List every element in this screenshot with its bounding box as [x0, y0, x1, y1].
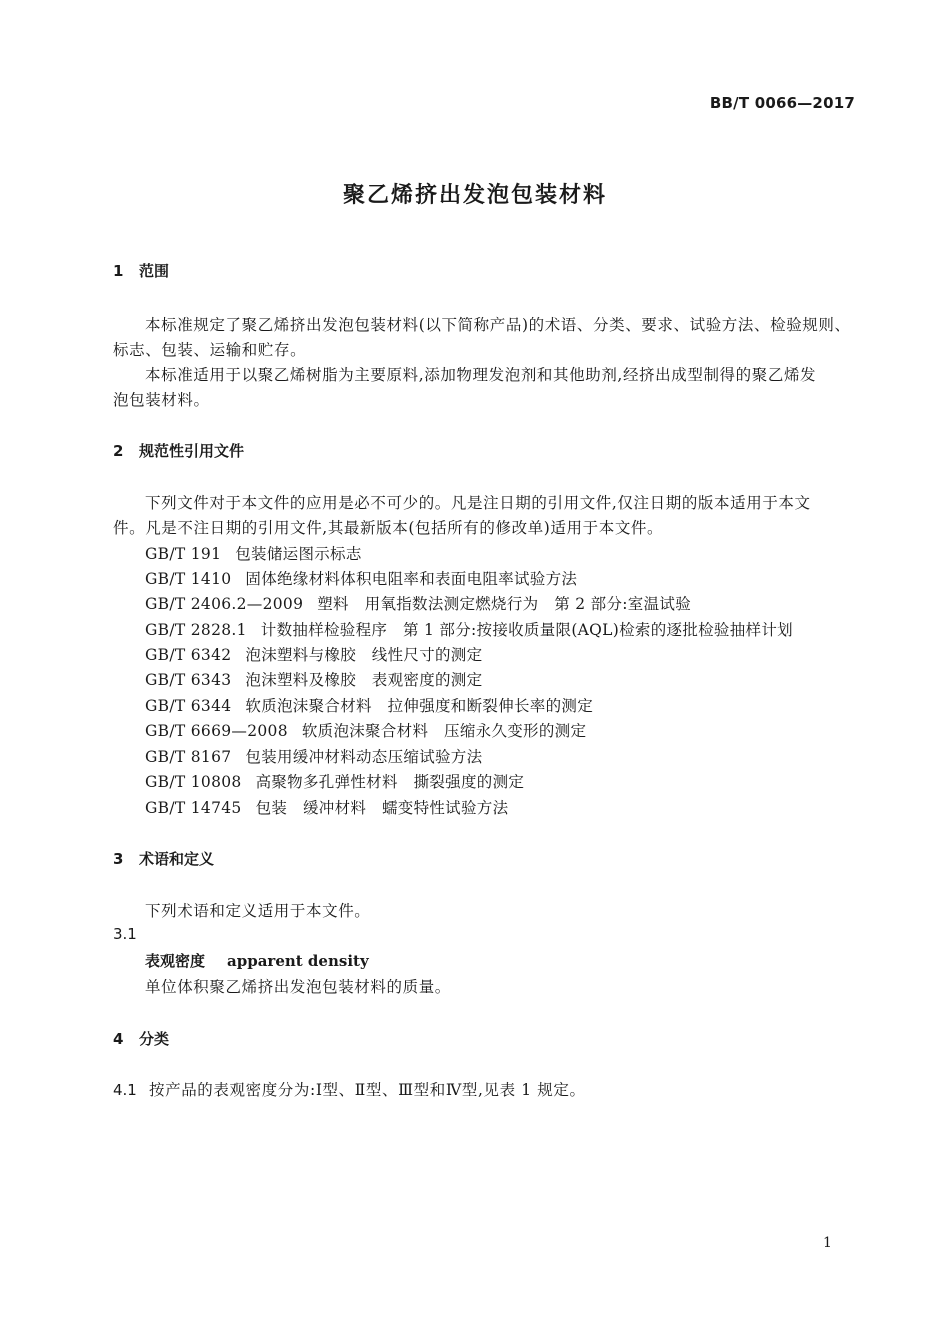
- page-number: 1: [823, 1235, 832, 1251]
- paragraph-line: 下列文件对于本文件的应用是必不可少的。凡是注日期的引用文件,仅注日期的版本适用于本文: [145, 494, 811, 512]
- section-number: 3: [113, 850, 124, 868]
- reference-item: [145, 796, 508, 818]
- reference-code: GB/T 1410: [145, 570, 232, 588]
- reference-title: 包装储运图示标志: [235, 545, 362, 563]
- reference-title: 包装用缓冲材料动态压缩试验方法: [245, 748, 483, 766]
- section-title: 术语和定义: [139, 850, 215, 868]
- term-number: 3.1: [113, 925, 137, 943]
- term-entry: [145, 950, 369, 971]
- section-title: 规范性引用文件: [139, 442, 245, 460]
- reference-item: [145, 668, 482, 690]
- paragraph-line: 下列术语和定义适用于本文件。: [145, 902, 371, 920]
- reference-title: 包装 缓冲材料 蠕变特性试验方法: [255, 799, 509, 817]
- reference-item: [145, 618, 793, 640]
- reference-title: 高聚物多孔弹性材料 撕裂强度的测定: [255, 773, 525, 791]
- section-title: 分类: [139, 1030, 170, 1048]
- reference-item: [145, 745, 482, 767]
- reference-code: GB/T 6669—2008: [145, 722, 288, 740]
- reference-code: GB/T 2406.2—2009: [145, 595, 304, 613]
- section-number: 1: [113, 262, 124, 280]
- reference-title: 泡沫塑料与橡胶 线性尺寸的测定: [245, 646, 483, 664]
- section-number: 2: [113, 442, 124, 460]
- term-english: apparent density: [227, 952, 369, 970]
- paragraph-line: 本标准适用于以聚乙烯树脂为主要原料,添加物理发泡剂和其他助剂,经挤出成型制得的聚乙烯发: [145, 366, 817, 384]
- reference-item: [145, 542, 362, 564]
- section-title: 范围: [139, 262, 170, 280]
- section-1-heading: [113, 260, 169, 281]
- reference-item: [145, 643, 482, 665]
- reference-item: [145, 592, 691, 614]
- section-3-heading: [113, 848, 214, 869]
- clause-4-1: [113, 1078, 586, 1100]
- reference-title: 泡沫塑料及橡胶 表观密度的测定: [245, 671, 483, 689]
- reference-item: [145, 770, 524, 792]
- reference-item: [145, 694, 593, 716]
- reference-code: GB/T 14745: [145, 799, 242, 817]
- paragraph-line: 件。凡是不注日期的引用文件,其最新版本(包括所有的修改单)适用于本文件。: [113, 519, 664, 537]
- reference-item: [145, 719, 586, 741]
- paragraph-line: 泡包装材料。: [113, 391, 210, 409]
- reference-title: 塑料 用氧指数法测定燃烧行为 第 2 部分:室温试验: [317, 595, 691, 613]
- paragraph-line: 标志、包装、运输和贮存。: [113, 341, 307, 359]
- term-definition: 单位体积聚乙烯挤出发泡包装材料的质量。: [145, 978, 451, 996]
- section-number: 4: [113, 1030, 124, 1048]
- reference-title: 软质泡沫聚合材料 压缩永久变形的测定: [301, 722, 587, 740]
- reference-code: GB/T 191: [145, 545, 222, 563]
- reference-item: [145, 567, 577, 589]
- reference-title: 固体绝缘材料体积电阻率和表面电阻率试验方法: [245, 570, 578, 588]
- reference-code: GB/T 8167: [145, 748, 232, 766]
- section-2-heading: [113, 440, 244, 461]
- section-4-heading: [113, 1028, 169, 1049]
- paragraph-line: 本标准规定了聚乙烯挤出发泡包装材料(以下简称产品)的术语、分类、要求、试验方法、检验规则、: [145, 316, 851, 334]
- reference-title: 计数抽样检验程序 第 1 部分:按接收质量限(AQL)检索的逐批检验抽样计划: [260, 621, 793, 639]
- reference-code: GB/T 10808: [145, 773, 242, 791]
- term-chinese: 表观密度: [145, 952, 206, 970]
- reference-code: GB/T 6342: [145, 646, 232, 664]
- clause-text: 按产品的表观密度分为:Ⅰ型、Ⅱ型、Ⅲ型和Ⅳ型,见表 1 规定。: [149, 1081, 586, 1099]
- reference-title: 软质泡沫聚合材料 拉伸强度和断裂伸长率的测定: [245, 697, 594, 715]
- reference-code: GB/T 2828.1: [145, 621, 247, 639]
- reference-code: GB/T 6344: [145, 697, 232, 715]
- standard-number: BB/T 0066—2017: [709, 94, 855, 112]
- document-title: 聚乙烯挤出发泡包装材料: [342, 183, 607, 208]
- reference-code: GB/T 6343: [145, 671, 232, 689]
- clause-number: 4.1: [113, 1081, 137, 1099]
